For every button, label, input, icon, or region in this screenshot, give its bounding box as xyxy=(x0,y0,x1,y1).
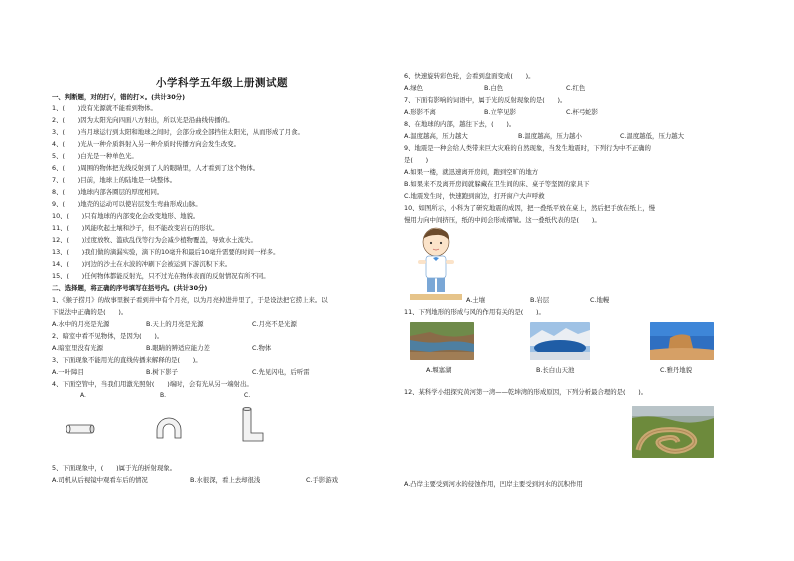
q6-option-b: B.白色 xyxy=(484,84,504,92)
q2-option-c: C.物体 xyxy=(252,344,272,352)
barrier-lake-photo xyxy=(410,322,474,360)
q11-option-b: B.长白山天池 xyxy=(536,366,575,374)
q2-option-a: A.暗室里没有光源 xyxy=(52,344,104,352)
q11-text: 11、下列地形的形成与风的作用有关的是( )。 xyxy=(404,308,545,316)
q11-option-c: C.雅丹地貌 xyxy=(660,366,693,374)
qiankun-bay-photo xyxy=(632,406,714,458)
q9-text-line1: 9、地震是一种会给人类带来巨大灾难的自然现象，当发生地震时，下列行为中不正确的 xyxy=(404,144,651,152)
q3-option-a: A.一叶障目 xyxy=(52,368,84,376)
q5-option-a: A.司机从后视镜中观看车后的情况 xyxy=(52,476,148,484)
q4-label-c: C. xyxy=(244,392,251,399)
judge-item-7: 7、( )目前，地球上的陆地是一块整体。 xyxy=(52,176,177,184)
q9-text-line2: 是( ) xyxy=(404,156,429,164)
q12-text: 12、某科学小组探究黄河第一湾——乾坤湾的形成原因，下列分析最合理的是( )。 xyxy=(404,388,648,396)
q1-option-a: A.水中的月亮是光源 xyxy=(52,320,110,328)
q7-option-a: A.形影不离 xyxy=(404,108,436,116)
q1-text-line1: 1、《猴子捞月》的故事里猴子看到井中有个月亮，以为月亮掉进井里了，于是设法把它捞上来。以 xyxy=(52,296,328,304)
section2-heading: 二、选择题，将正确的序号填写在括号内。(共计30分) xyxy=(52,284,208,292)
section1-heading: 一、判断题，对的打√，错的打×。(共计30分) xyxy=(52,93,185,101)
q4-text: 4、下面空管中，当我们用激光照射( )端时，会有光从另一端射出。 xyxy=(52,380,253,388)
judge-item-6: 6、( )周围的物体把光线反射到了人的眼睛里，人才看到了这个物体。 xyxy=(52,164,260,172)
judge-item-10: 10、( )只有地球的内部变化会改变地形、地貌。 xyxy=(52,212,200,220)
judge-item-15: 15、( )任何物体都能反射光，只不过光在物体表面的反射情况有所不同。 xyxy=(52,272,270,280)
q9-option-c: C.地震发生时，快速跑到窗边，打开窗户大声呼救 xyxy=(404,192,545,200)
q3-option-b: B.树下影子 xyxy=(146,368,178,376)
q12-option-a: A.凸岸主要受到河水的侵蚀作用，凹岸主要受到河水的沉积作用 xyxy=(404,480,583,488)
changbai-tianchi-photo xyxy=(530,322,590,360)
q8-option-c: C.温度越低，压力越大 xyxy=(620,132,685,140)
q8-text: 8、在地球的内部，越往下去，( )。 xyxy=(404,120,516,128)
q5-option-b: B.水很深，看上去却很浅 xyxy=(190,476,261,484)
q5-option-c: C.手影游戏 xyxy=(306,476,339,484)
q4-label-a: A. xyxy=(80,392,86,399)
judge-item-13: 13、( )我们做的滴漏实验，滴下的10毫升和最后10毫升需要的时间一样多。 xyxy=(52,248,280,256)
q10-option-a: A.土壤 xyxy=(466,296,486,304)
page-title: 小学科学五年级上册测试题 xyxy=(156,77,288,89)
q10-option-c: C.地幔 xyxy=(590,296,610,304)
q8-option-a: A.温度越高，压力越大 xyxy=(404,132,468,140)
q1-text-line2: 下说法中正确的是( )。 xyxy=(52,308,128,316)
q6-option-c: C.红色 xyxy=(566,84,586,92)
q7-text: 7、下面有影响的词语中，属于光的反射现象的是( )。 xyxy=(404,96,567,104)
yardang-landform-photo xyxy=(650,322,714,360)
q3-option-c: C.先见闪电，后听雷 xyxy=(252,368,310,376)
judge-item-11: 11、( )风能吹起土壤和沙子，但不能改变岩石的形状。 xyxy=(52,224,219,232)
bent-tube-image xyxy=(240,407,266,443)
judge-item-4: 4、( )光从一种介质斜射入另一种介质时传播方向会发生改变。 xyxy=(52,140,240,148)
judge-item-2: 2、( )因为太阳光向四面八方射出，所以光是沿曲线传播的。 xyxy=(52,116,234,124)
q10-text-line2: 慢用力向中间挤压，纸的中间会形成褶皱。这一叠纸代表的是( )。 xyxy=(404,216,601,224)
q8-option-b: B.温度越高，压力越小 xyxy=(518,132,582,140)
judge-item-12: 12、( )过度放牧、滥砍乱伐等行为会减少植物覆盖，导致水土流失。 xyxy=(52,236,257,244)
q5-text: 5、下面现象中，( )属于光的折射现象。 xyxy=(52,464,177,472)
boy-pushing-paper-illustration xyxy=(408,226,464,302)
q6-text: 6、快速旋转彩色轮，会看到盘面变成( )。 xyxy=(404,72,535,80)
q3-text: 3、下面现象不能用光的直线传播来解释的是( )。 xyxy=(52,356,202,364)
judge-item-14: 14、( )河边的沙土在水波的冲刷下会被运到下游沉积下来。 xyxy=(52,260,232,268)
q4-label-b: B. xyxy=(160,392,167,399)
judge-item-5: 5、( )白光是一种单色光。 xyxy=(52,152,138,160)
q7-option-c: C.杯弓蛇影 xyxy=(566,108,599,116)
q11-option-a: A.堰塞湖 xyxy=(426,366,452,374)
judge-item-9: 9、( )地壳的运动可以使岩层发生弯曲形成山脉。 xyxy=(52,200,202,208)
arched-tube-image xyxy=(154,416,184,440)
q2-option-b: B.眼睛的辨适应能力差 xyxy=(146,344,210,352)
q1-option-c: C.月亮不是光源 xyxy=(252,320,297,328)
q9-option-b: B.如果来不及离开房间就躲藏在卫生间的床、桌子等坚固的家具下 xyxy=(404,180,590,188)
q6-option-a: A.绿色 xyxy=(404,84,424,92)
straight-tube-image xyxy=(66,422,96,436)
q1-option-b: B.天上的月亮是光源 xyxy=(146,320,204,328)
judge-item-8: 8、( )地球内部各圈层的厚度相同。 xyxy=(52,188,164,196)
judge-item-3: 3、( )当月球运行到太阳和地球之间时，会部分或全部挡住太阳光，从而形成了月食。 xyxy=(52,128,304,136)
q2-text: 2、暗室中看不见物体，是因为( )。 xyxy=(52,332,164,340)
judge-item-1: 1、( )没有光源就不能看到物体。 xyxy=(52,104,157,112)
q10-text-line1: 10、如图所示，小科为了研究地震的成因，把一叠纸平放在桌上，然后把手放在纸上，慢 xyxy=(404,204,655,212)
q7-option-b: B.立竿见影 xyxy=(484,108,516,116)
q9-option-a: A.如果一楼，就迅速离开房间，跑到空旷的地方 xyxy=(404,168,539,176)
q10-option-b: B.岩层 xyxy=(530,296,550,304)
